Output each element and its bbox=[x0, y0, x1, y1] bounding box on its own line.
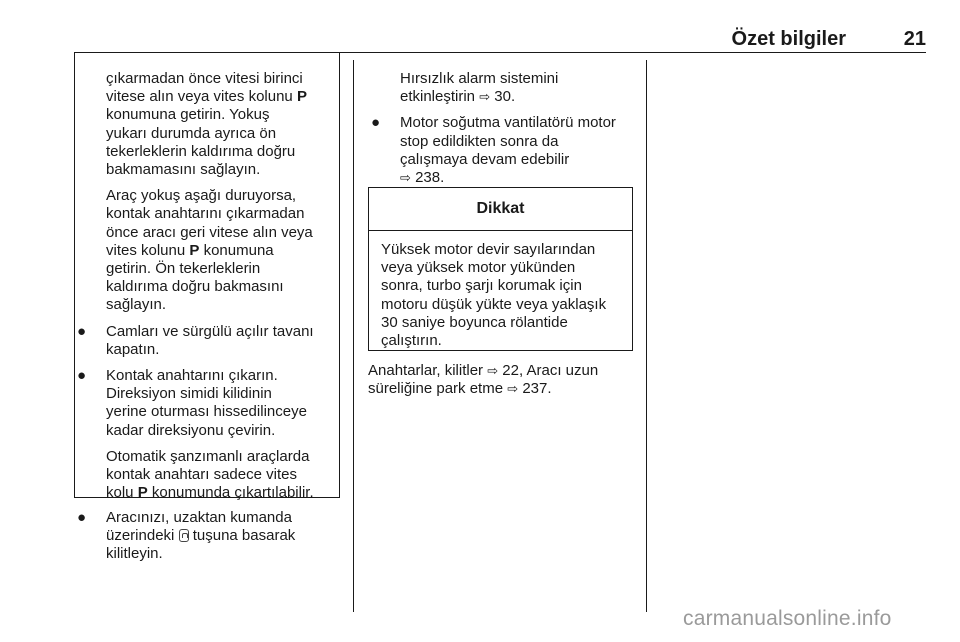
alarm-paragraph: Hırsızlık alarm sistemini etkinleştirin ⇨ 30. bbox=[400, 70, 559, 106]
page-number: 21 bbox=[903, 28, 926, 50]
keys-locks-page-link[interactable]: 22, Aracı uzun bbox=[502, 362, 599, 379]
bullet-close-windows: ● Camları ve sürgülü açılır tavanı kapatın. bbox=[77, 322, 314, 358]
column-divider-2 bbox=[646, 60, 647, 612]
column-2 bbox=[368, 70, 638, 187]
caution-text: Yüksek motor devir sayılarından veya yüksek motor yükünden sonra, turbo şarjı korumak için motoru düşük yükte veya yaklaşık 30 saniye boyunca rölantide çalıştırın. bbox=[381, 241, 607, 350]
cross-reference-arrow-icon: ⇨ bbox=[487, 363, 499, 378]
frame-paragraph-3: Otomatik şanzımanlı araçlarda kontak anahtarı sadece vites kolu P konumunda çıkartılabilir. bbox=[106, 447, 314, 502]
page-header-title: Özet bilgiler bbox=[731, 28, 846, 50]
column-1 bbox=[74, 70, 336, 502]
bullet-cooling-fan: ● Motor soğutma vantilatörü motor stop edildikten sonra da çalışmaya devam edebilir ⇨ 238. bbox=[371, 114, 616, 187]
watermark: carmanualsonline.info bbox=[683, 607, 892, 630]
fan-page-link[interactable]: 238. bbox=[415, 169, 445, 187]
frame-paragraph-1: çıkarmadan önce vitesi birinci vitese alın veya vites kolunu P konumuna getirin. Yokuş yukarı durumda ayrıca ön tekerleklerin kaldırıma doğru bakmamasını sağlayın. bbox=[106, 70, 307, 179]
lock-key-icon bbox=[179, 529, 189, 542]
column-divider-1 bbox=[353, 60, 354, 612]
bullet-dot: ● bbox=[77, 322, 87, 340]
bullet-dot: ● bbox=[371, 114, 381, 132]
bullet-dot: ● bbox=[77, 509, 87, 526]
bullet-dot: ● bbox=[77, 367, 87, 385]
caution-heading: Dikkat bbox=[369, 188, 632, 231]
column-1-after-frame bbox=[74, 509, 336, 564]
cross-reference-arrow-icon: ⇨ bbox=[479, 89, 491, 105]
long-term-parking-page-link[interactable]: 237. bbox=[522, 380, 552, 398]
bullet-remove-key: ● Kontak anahtarını çıkarın. Direksiyon simidi kilidinin yerine oturması hissedilinceye kadar direksiyonu çevirin. bbox=[77, 367, 307, 439]
cross-references: Anahtarlar, kilitler ⇨ 22, Aracı uzun süreliğine park etme ⇨ 237. bbox=[368, 362, 599, 398]
bullet-lock-vehicle: ● Aracınızı, uzaktan kumanda üzerindeki tuşuna basarak kilitleyin. bbox=[77, 509, 296, 563]
caution-box bbox=[368, 187, 633, 351]
gear-p-label: P bbox=[137, 484, 148, 502]
alarm-page-link[interactable]: 30. bbox=[494, 88, 516, 106]
cross-reference-arrow-icon: ⇨ bbox=[400, 170, 411, 186]
cross-reference-arrow-icon: ⇨ bbox=[507, 381, 519, 397]
gear-p-label: P bbox=[296, 88, 307, 106]
gear-p-label: P bbox=[189, 241, 200, 259]
frame-paragraph-2: Araç yokuş aşağı duruyorsa, kontak anahtarını çıkarmadan önce aracı geri vitese alın veya vites kolunu P konumuna getirin. Ön tekerleklerin kaldırıma doğru bakmasını sağlayın. bbox=[106, 187, 313, 314]
